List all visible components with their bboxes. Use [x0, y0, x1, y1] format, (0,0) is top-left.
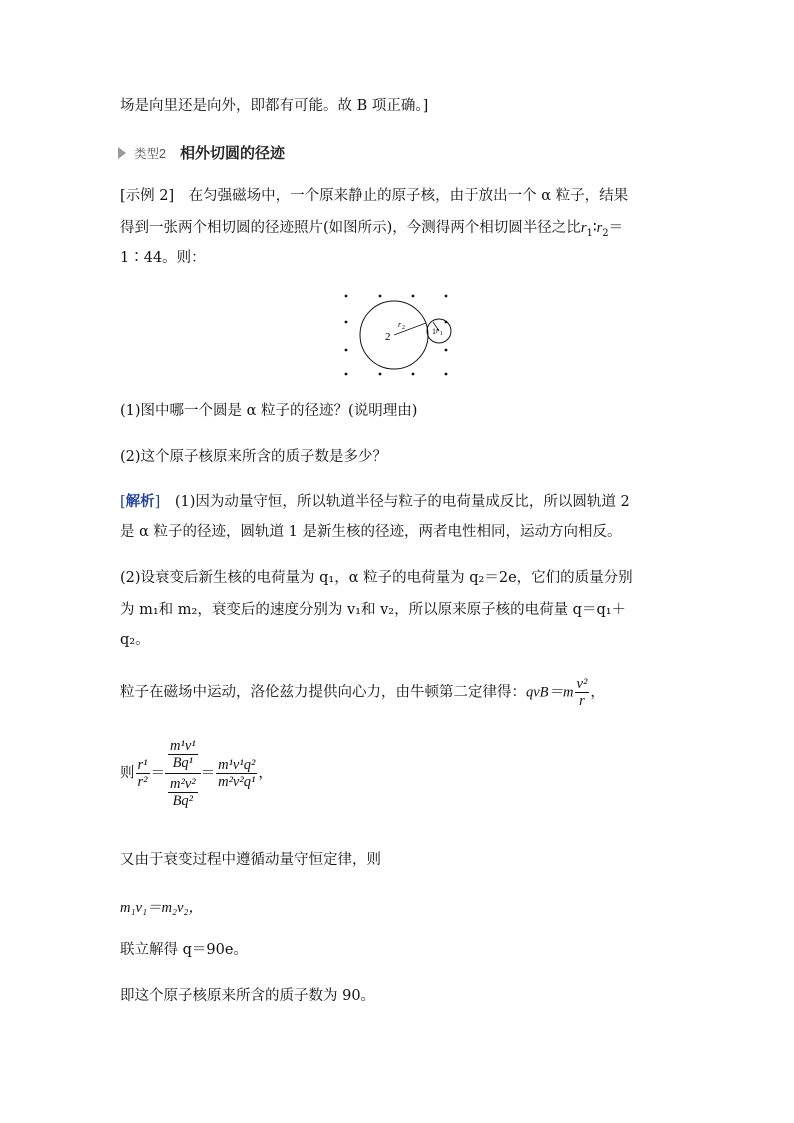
example-line-1: [示例 2] 在匀强磁场中，一个原来静止的原子核，由于放出一个 α 粒子，结果 — [120, 188, 629, 204]
label-r2: r — [398, 320, 402, 329]
momentum-equation-line: m₁v₁＝m₂v₂， — [120, 900, 203, 916]
ratio-derivation-line: 则 $\frac{\text{r¹}}{\text{r²}}$ ＝ $\frac{\frac{\text{m¹v¹}}{\text{Bq¹}}}{\frac{\text{m²v²}}{\text{Bq²}}}$ ＝ $\frac{\text{m¹v¹q²}}{\text{m²v²q¹}}$ ， — [120, 738, 273, 809]
analysis-line-2: 是 α 粒子的径迹，圆轨道 1 是新生核的径迹，两者电性相同，运动方向相反。 — [120, 524, 622, 540]
label-circle-1: 1 — [432, 327, 436, 336]
label-circle-2: 2 — [385, 331, 391, 343]
question-1: (1)图中哪一个圆是 α 粒子的径迹？(说明理由) — [120, 403, 418, 419]
example-line-2: 得到一张两个相切圆的径迹照片(如图所示)，今测得两个相切圆半径之比$r_1∶r_2=$ — [120, 220, 624, 239]
analysis-line-4: 为 m₁和 m₂，衰变后的速度分别为 v₁和 v₂，所以原来原子核的电荷量 q＝q₁＋ — [120, 602, 627, 618]
analysis-line-3: (2)设衰变后新生核的电荷量为 q₁，α 粒子的电荷量为 q₂＝2e，它们的质量分别 — [120, 570, 633, 586]
label-r1-sub: 1 — [440, 331, 443, 337]
lorentz-equation-line: 粒子在磁场中运动，洛伦兹力提供向心力，由牛顿第二定律得：qvB＝m $\frac{\text{v²}}{r}$ ， — [120, 676, 605, 709]
label-r2-sub: 2 — [402, 325, 405, 331]
section-heading — [118, 142, 285, 163]
analysis-line-1: [解析] (1)因为动量守恒，所以轨道半径与粒子的电荷量成反比，所以圆轨道 2 — [120, 493, 630, 510]
solution-line: 联立解得 q＝90e。 — [120, 942, 248, 958]
example-label: [示例 2] — [120, 188, 175, 204]
conclusion-line: 即这个原子核原来所含的质子数为 90。 — [120, 988, 376, 1004]
triangle-icon — [118, 147, 126, 159]
section-title: 相外切圆的径迹 — [179, 145, 285, 162]
type-label: 类型2 — [134, 146, 166, 161]
label-r1: r — [436, 326, 440, 335]
analysis-line-5: q₂。 — [120, 632, 150, 648]
momentum-conservation-line: 又由于衰变过程中遵循动量守恒定律，则 — [120, 852, 381, 868]
example-line-3: 1∶44。则： — [120, 250, 206, 266]
tangent-circles-figure — [338, 288, 458, 380]
analysis-label: 解析 — [125, 493, 155, 510]
question-2: (2)这个原子核原来所含的质子数是多少？ — [120, 449, 388, 465]
continued-text-line: 场是向里还是向外，即都有可能。故 B 项正确。] — [120, 98, 429, 114]
